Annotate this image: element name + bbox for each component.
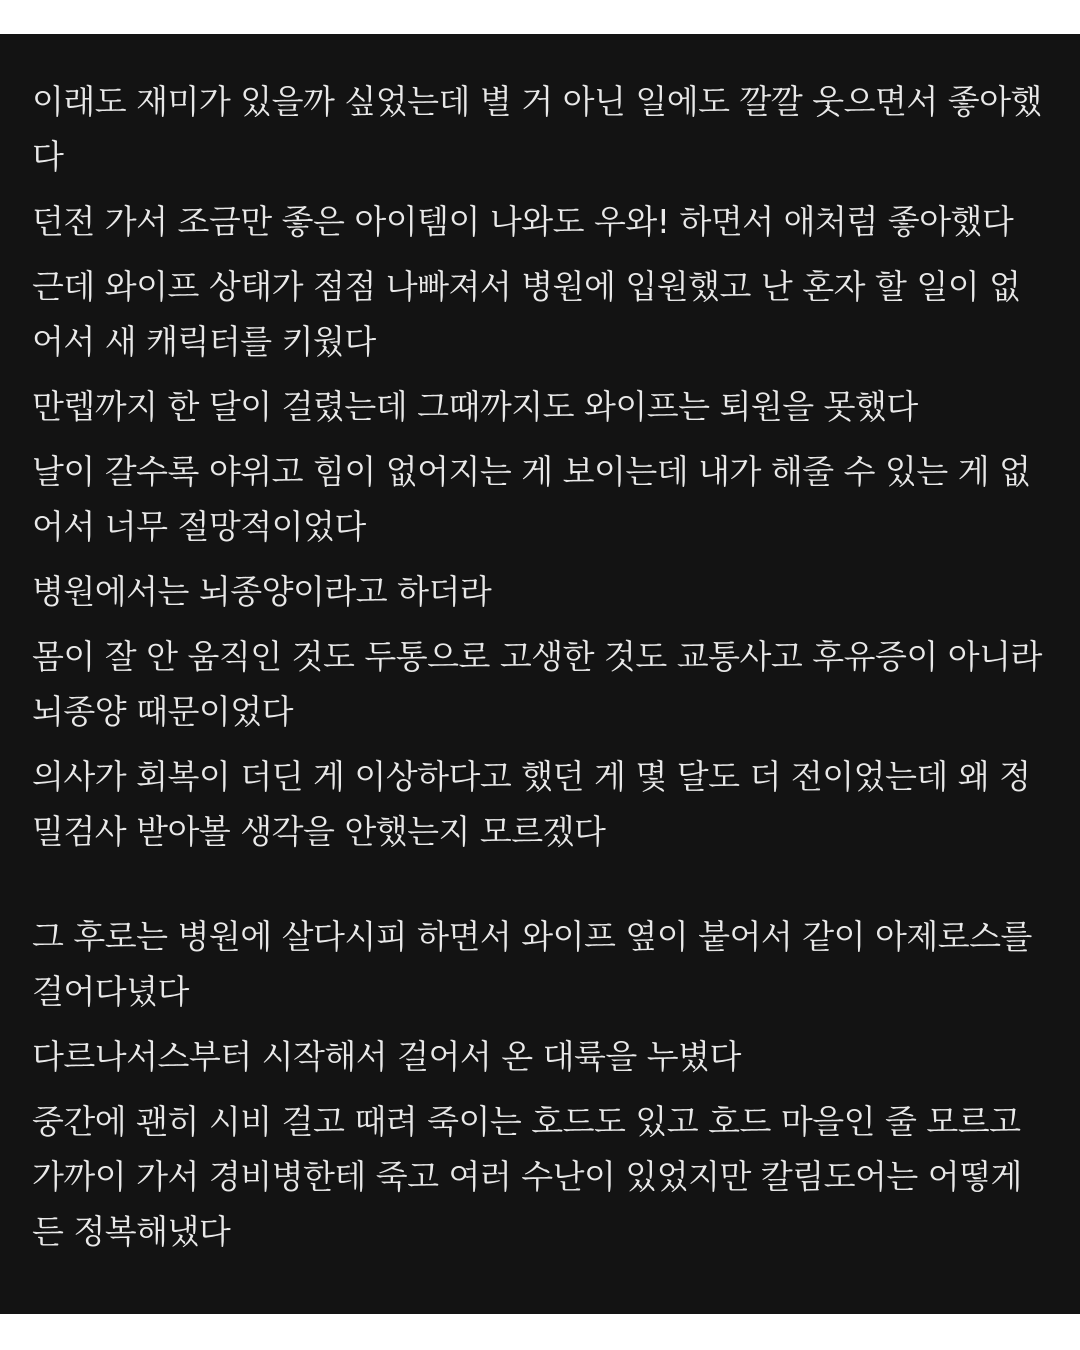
text-line: 이래도 재미가 있을까 싶었는데 별 거 아닌 일에도 깔깔 웃으면서 좋아했 bbox=[32, 82, 1042, 121]
text-line: 어서 너무 절망적이었다 bbox=[32, 507, 366, 546]
text-line: 던전 가서 조금만 좋은 아이템이 나와도 우와! 하면서 애처럼 좋아했다 bbox=[32, 202, 1014, 241]
paragraph bbox=[32, 629, 1052, 739]
text-line: 가까이 가서 경비병한테 죽고 여러 수난이 있었지만 칼림도어는 어떻게 bbox=[32, 1157, 1022, 1196]
text-line: 몸이 잘 안 움직인 것도 두통으로 고생한 것도 교통사고 후유증이 아니라 bbox=[32, 637, 1042, 676]
text-line: 걸어다녔다 bbox=[32, 972, 189, 1011]
paragraph bbox=[32, 1029, 1052, 1084]
paragraph-gap bbox=[32, 869, 1052, 909]
post-body bbox=[32, 74, 1052, 1269]
text-line: 만렙까지 한 달이 걸렸는데 그때까지도 와이프는 퇴원을 못했다 bbox=[32, 387, 918, 426]
text-line: 그 후로는 병원에 살다시피 하면서 와이프 옆이 붙어서 같이 아제로스를 bbox=[32, 917, 1032, 956]
text-line: 날이 갈수록 야위고 힘이 없어지는 게 보이는데 내가 해줄 수 있는 게 없 bbox=[32, 452, 1031, 491]
paragraph bbox=[32, 909, 1052, 1019]
text-line: 뇌종양 때문이었다 bbox=[32, 692, 294, 731]
paragraph bbox=[32, 749, 1052, 859]
text-line: 다 bbox=[32, 137, 64, 176]
text-line: 근데 와이프 상태가 점점 나빠져서 병원에 입원했고 난 혼자 할 일이 없 bbox=[32, 267, 1021, 306]
text-line: 병원에서는 뇌종양이라고 하더라 bbox=[32, 572, 492, 611]
paragraph bbox=[32, 444, 1052, 554]
paragraph bbox=[32, 259, 1052, 369]
paragraph bbox=[32, 1094, 1052, 1259]
text-line: 어서 새 캐릭터를 키웠다 bbox=[32, 322, 376, 361]
text-line: 다르나서스부터 시작해서 걸어서 온 대륙을 누볐다 bbox=[32, 1037, 741, 1076]
text-line: 든 정복해냈다 bbox=[32, 1212, 231, 1251]
text-line: 의사가 회복이 더딘 게 이상하다고 했던 게 몇 달도 더 전이었는데 왜 정 bbox=[32, 757, 1031, 796]
paragraph bbox=[32, 74, 1052, 184]
paragraph bbox=[32, 564, 1052, 619]
text-line: 밀검사 받아볼 생각을 안했는지 모르겠다 bbox=[32, 812, 606, 851]
paragraph bbox=[32, 194, 1052, 249]
text-line: 중간에 괜히 시비 걸고 때려 죽이는 호드도 있고 호드 마을인 줄 모르고 bbox=[32, 1102, 1021, 1141]
paragraph bbox=[32, 379, 1052, 434]
post-screenshot bbox=[0, 34, 1080, 1314]
